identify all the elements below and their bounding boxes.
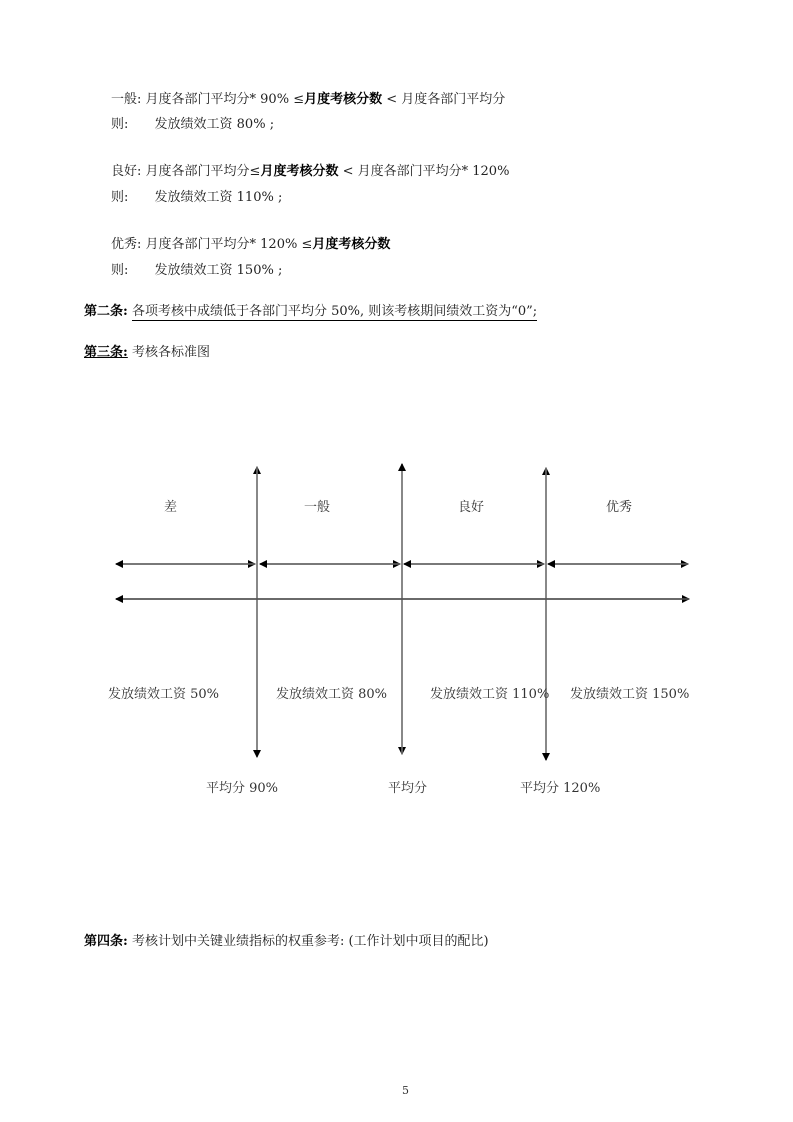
pay-label-good: 发放绩效工资 110% xyxy=(430,687,550,702)
criterion-bold-term: 月度考核分数 xyxy=(260,164,339,179)
criterion-label: 一般: xyxy=(111,92,142,107)
then-label: 则: xyxy=(111,263,129,278)
then-text: 发放绩效工资 110% ; xyxy=(154,190,283,205)
then-label: 则: xyxy=(111,190,129,205)
article-heading: 第三条: xyxy=(84,345,128,360)
then-text: 发放绩效工资 150% ; xyxy=(154,263,283,278)
article-heading: 第四条: xyxy=(84,934,128,949)
criterion-bold-term: 月度考核分数 xyxy=(304,92,383,107)
grade-label-poor: 差 xyxy=(164,500,178,515)
threshold-label-avg: 平均分 xyxy=(388,781,428,796)
criterion-bold-term: 月度考核分数 xyxy=(312,237,391,252)
criterion-condition-b: < 月度各部门平均分 xyxy=(386,92,506,107)
then-label: 则: xyxy=(111,117,129,132)
threshold-label-120: 平均分 120% xyxy=(520,781,601,796)
page-number: 5 xyxy=(402,1084,409,1097)
grade-label-excellent: 优秀 xyxy=(606,500,633,515)
article-text: 各项考核中成绩低于各部门平均分 50%, 则该考核期间绩效工资为“0”; xyxy=(131,304,538,319)
article-text: 考核计划中关键业绩指标的权重参考: (工作计划中项目的配比) xyxy=(131,934,489,949)
pay-label-excellent: 发放绩效工资 150% xyxy=(570,687,690,702)
article-fourth xyxy=(84,934,489,950)
grade-label-good: 良好 xyxy=(458,500,485,515)
criterion-condition-b: < 月度各部门平均分* 120% xyxy=(342,164,510,179)
threshold-label-90: 平均分 90% xyxy=(206,781,279,796)
criterion-label: 优秀: xyxy=(111,237,142,252)
article-text: 考核各标准图 xyxy=(131,345,210,360)
then-text: 发放绩效工资 80% ; xyxy=(154,117,275,132)
pay-label-general: 发放绩效工资 80% xyxy=(276,687,388,702)
criterion-condition-a: 月度各部门平均分* 90% ≤ xyxy=(145,92,305,107)
criterion-condition-a: 月度各部门平均分* 120% ≤ xyxy=(145,237,313,252)
article-heading: 第二条: xyxy=(84,304,128,319)
grade-label-general: 一般 xyxy=(304,500,331,515)
pay-label-poor: 发放绩效工资 50% xyxy=(108,687,220,702)
criterion-label: 良好: xyxy=(111,164,142,179)
criterion-condition-a: 月度各部门平均分≤ xyxy=(145,164,261,179)
